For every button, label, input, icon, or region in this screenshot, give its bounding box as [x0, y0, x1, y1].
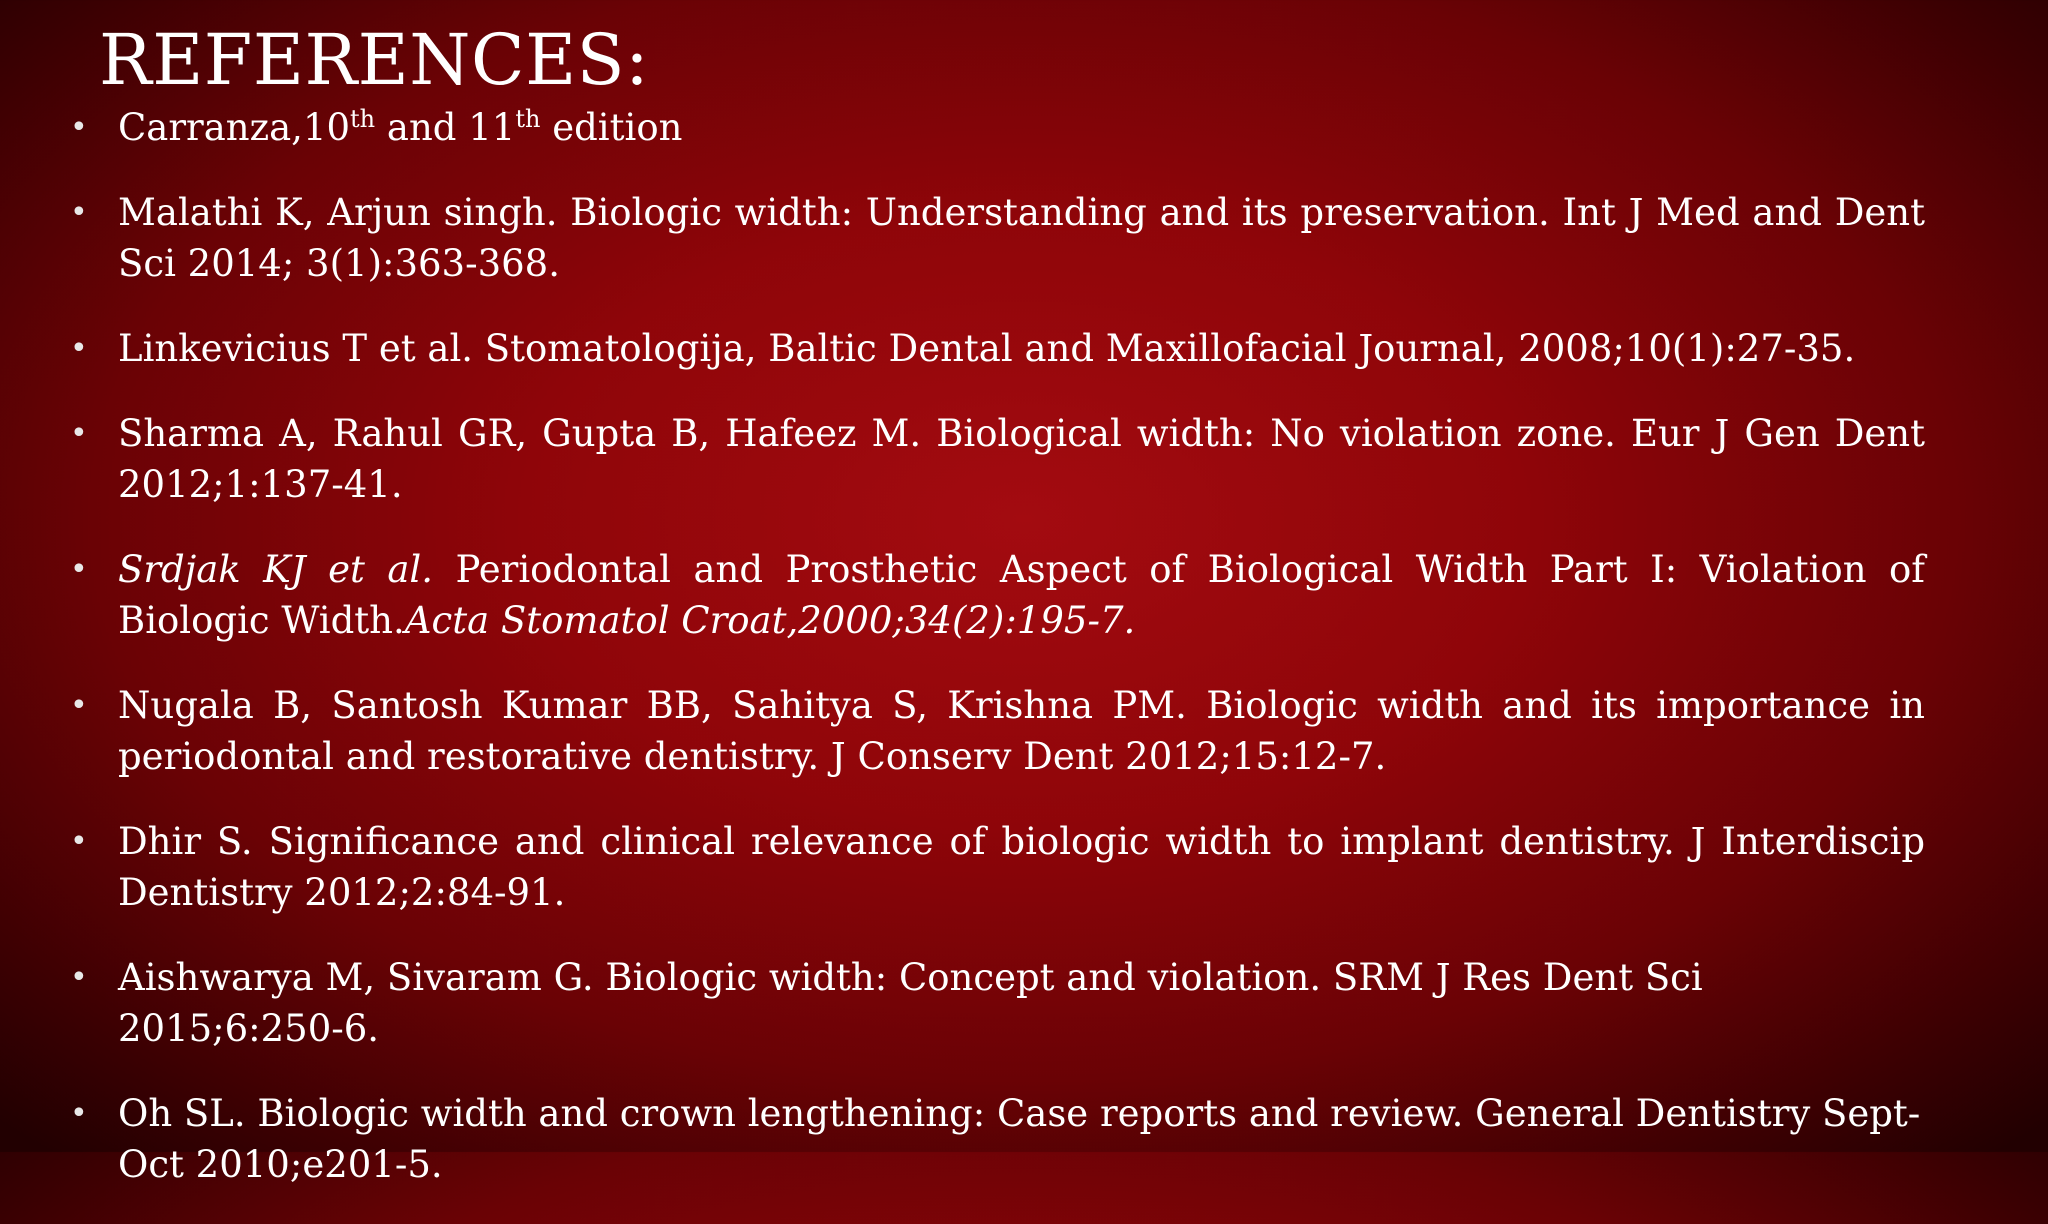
reference-item — [70, 1088, 1925, 1190]
superscript: th — [350, 105, 376, 133]
bullet-icon: • — [70, 416, 88, 451]
reference-text: Dhir S. Significance and clinical relevance of biologic width to implant dentistry. J Interdiscip Dentistry 2012;2:84-91. — [118, 820, 1925, 914]
bullet-icon: • — [70, 960, 88, 995]
reference-item — [70, 952, 1925, 1054]
bullet-icon: • — [70, 824, 88, 859]
slide-title: REFERENCES: — [99, 19, 650, 101]
superscript: th — [515, 105, 541, 133]
bullet-icon: • — [70, 552, 88, 587]
reference-text: Oh SL. Biologic width and crown lengthening: Case reports and review. General Dentistry Sept-Oct 2010;e201-5. — [118, 1092, 1921, 1186]
reference-item — [70, 102, 1925, 153]
reference-item — [70, 408, 1925, 510]
reference-text: Nugala B, Santosh Kumar BB, Sahitya S, Krishna PM. Biologic width and its importance in periodontal and restorative dentistry. J Conserv Dent 2012;15:12-7. — [118, 684, 1925, 778]
reference-text: Carranza,10 — [118, 106, 351, 149]
bullet-icon: • — [70, 688, 88, 723]
reference-text: and 11 — [375, 106, 516, 149]
reference-text: Malathi K, Arjun singh. Biologic width: Understanding and its preservation. Int J Med and Dent Sci 2014; 3(1):363-368. — [118, 191, 1925, 285]
reference-journal: Acta Stomatol Croat,2000;34(2):195-7. — [404, 599, 1136, 642]
bullet-icon: • — [70, 331, 88, 366]
reference-item — [70, 680, 1925, 782]
reference-item — [70, 544, 1925, 646]
reference-text: Linkevicius T et al. Stomatologija, Baltic Dental and Maxillofacial Journal, 2008;10(1):27-35. — [118, 327, 1856, 370]
bullet-icon: • — [70, 195, 88, 230]
reference-text: Aishwarya M, Sivaram G. Biologic width: Concept and violation. SRM J Res Dent Sci 2015;6:250-6. — [118, 956, 1703, 1050]
reference-text: Sharma A, Rahul GR, Gupta B, Hafeez M. Biological width: No violation zone. Eur J Gen Dent 2012;1:137-41. — [118, 412, 1925, 506]
reference-authors: Srdjak KJ et al. — [118, 548, 434, 591]
bullet-icon: • — [70, 1096, 88, 1131]
reference-item — [70, 323, 1925, 374]
reference-title: Periodontal and Prosthetic Aspect of Biological Width Part I: Violation of Biologic Width. — [118, 548, 1925, 642]
reference-item — [70, 187, 1925, 289]
reference-item — [70, 816, 1925, 918]
bullet-icon: • — [70, 110, 88, 145]
reference-text: edition — [540, 106, 683, 149]
reference-list — [70, 102, 1925, 1224]
